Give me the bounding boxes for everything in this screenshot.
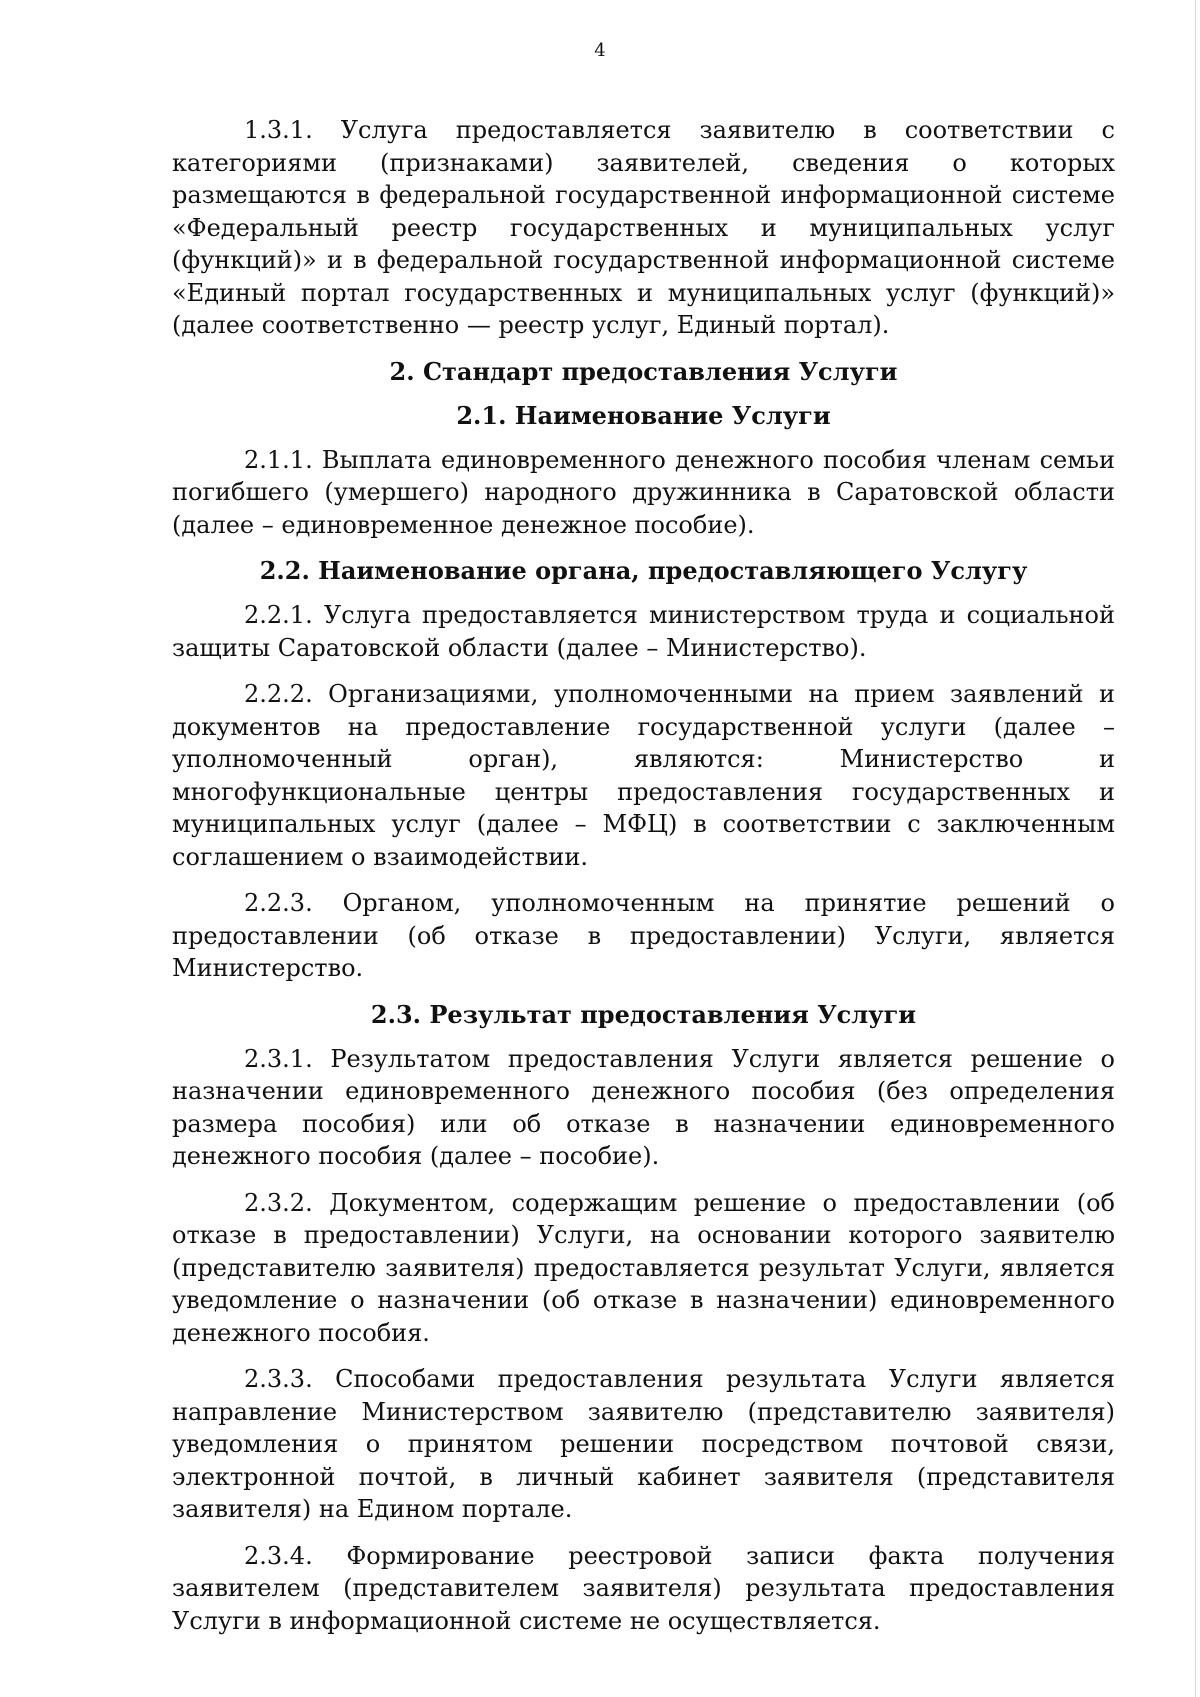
section-heading-2: 2. Стандарт предоставления Услуги [389,356,898,386]
paragraph-2-3-2: 2.3.2. Документом, содержащим решение о предоставлении (об отказе в предоставлении) Услуги, на основании которого заявителю (представителю заявителя) предоставляется результат Услуги, является уведомление о назначении (об отказе в назначении) единовременного денежного пособия. [172,1188,1115,1347]
paragraph-2-3-1: 2.3.1. Результатом предоставления Услуги является решение о назначении единовременного денежного пособия (без определения размера пособия) или об отказе в назначении единовременного денежного пособия (далее – пособие). [172,1044,1115,1170]
paragraph-2-2-3: 2.2.3. Органом, уполномоченным на принятие решений о предоставлении (об отказе в предоставлении) Услуги, является Министерство. [172,889,1115,982]
paragraph-2-1-1: 2.1.1. Выплата единовременного денежного пособия членам семьи погибшего (умершего) народного дружинника в Саратовской области (далее – единовременное денежное пособие). [172,445,1115,539]
paragraph-2-3-4: 2.3.4. Формирование реестровой записи факта получения заявителем (представителем заявителя) результата предоставления Услуги в информационной системе не осуществляется. [172,1541,1115,1635]
paragraph-1-3-1: 1.3.1. Услуга предоставляется заявителю в соответствии с категориями (признаками) заявителей, сведения о которых размещаются в федеральной государственной информационной системе «Федеральный реестр государственных и муниципальных услуг (функций)» и в федеральной государственной информационной системе «Единый портал государственных и муниципальных услуг (функций)» (далее соответственно — реестр услуг, Единый портал). [172,116,1115,339]
page-edge-line [1195,0,1196,1697]
document-body [172,114,1115,1651]
paragraph-2-2-1: 2.2.1. Услуга предоставляется министерством труда и социальной защиты Саратовской области (далее – Министерство). [172,601,1115,662]
paragraph-2-3-3: 2.3.3. Способами предоставления результата Услуги является направление Министерством заявителю (представителю заявителя) уведомления о принятом решении посредством почтовой связи, электронной почтой, в личный кабинет заявителя (представителя заявителя) на Едином портале. [172,1365,1115,1523]
paragraph-2-2-2: 2.2.2. Организациями, уполномоченными на прием заявлений и документов на предоставление государственной услуги (далее – уполномоченный орган), являются: Министерство и многофункциональные центры предоставления государственных и муниципальных услуг (далее – МФЦ) в соответствии с заключенным соглашением о взаимодействии. [172,680,1115,871]
subsection-heading-2-1: 2.1. Наименование Услуги [456,400,831,430]
subsection-heading-2-2: 2.2. Наименование органа, предоставляющего Услугу [259,556,1028,585]
subsection-heading-2-3: 2.3. Результат предоставления Услуги [370,999,917,1029]
page-number: 4 [594,40,606,61]
